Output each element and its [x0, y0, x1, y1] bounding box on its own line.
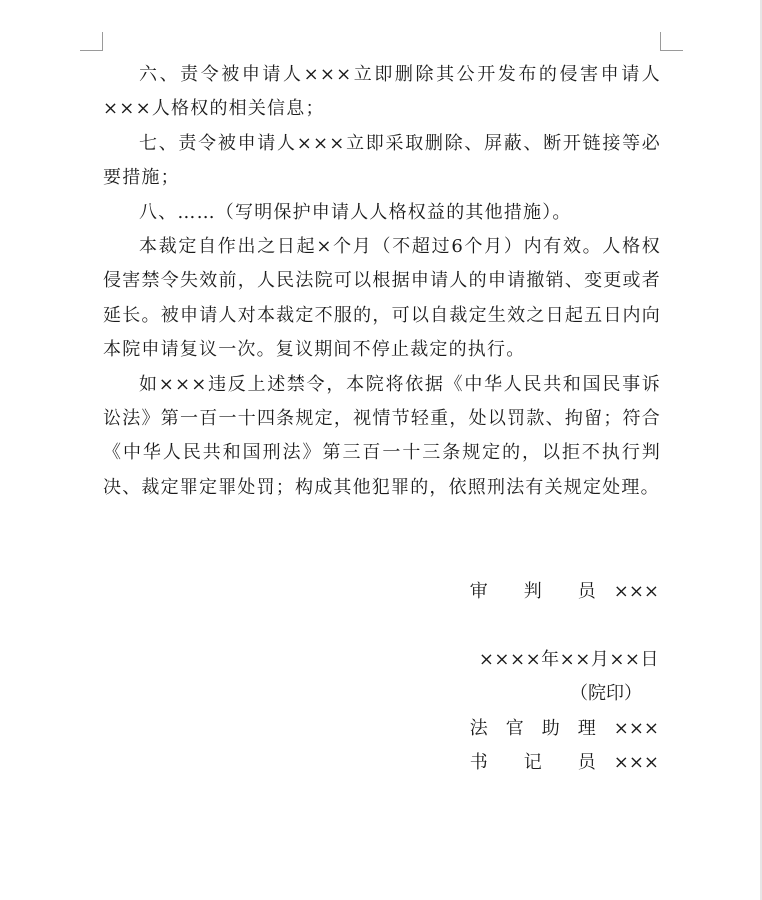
paragraph-penalty: 如×××违反上述禁令，本院将依据《中华人民共和国民事诉讼法》第一百一十四条规定，视情节轻重，处以罚款、拘留；符合《中华人民共和国刑法》第三百一十三条规定的，以拒不执行判决、裁定罪定罪处罚；构成其他犯罪的，依照刑法有关规定处理。: [103, 373, 661, 498]
paragraph-item-8: 八、……（写明保护申请人人格权益的其他措施）。: [139, 201, 572, 223]
signature-judge-assistant: 法 官 助 理 ×××: [469, 718, 659, 739]
signature-clerk: 书 记 员 ×××: [469, 752, 659, 773]
crop-mark-top-right: [660, 32, 683, 51]
ruling-body: [103, 58, 661, 505]
signature-judge: 审 判 员 ×××: [469, 581, 659, 602]
paragraph-validity: 本裁定自作出之日起×个月（不超过6个月）内有效。人格权侵害禁令失效前，人民法院可以根据申请人的申请撤销、变更或者延长。被申请人对本裁定不服的，可以自裁定生效之日起五日内向本院申请复议一次。复议期间不停止裁定的执行。: [103, 236, 661, 361]
crop-mark-top-left: [80, 32, 103, 51]
paragraph-item-6: 六、责令被申请人×××立即删除其公开发布的侵害申请人×××人格权的相关信息；: [103, 64, 661, 120]
paragraph-item-7: 七、责令被申请人×××立即采取删除、屏蔽、断开链接等必要措施；: [103, 132, 661, 189]
signature-date: ××××年××月××日: [478, 649, 659, 670]
court-seal-label: （院印）: [570, 683, 642, 704]
